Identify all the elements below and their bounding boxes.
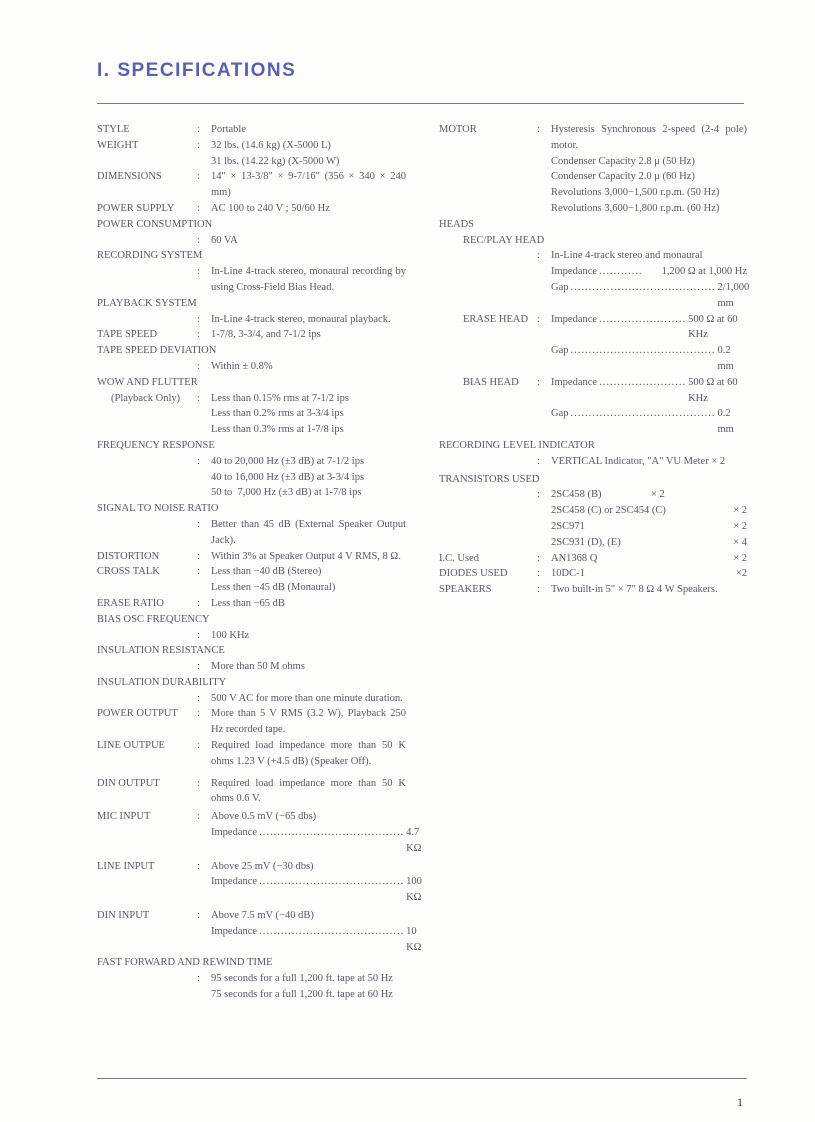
spec-line-output: LINE OUTPUE : Required load impedance more than 50 K ohms 1.23 V (+4.5 dB) (Speaker Off). <box>97 740 406 767</box>
top-rule <box>97 103 744 104</box>
spec-header: PLAYBACK SYSTEM <box>97 297 197 309</box>
spec-style: STYLE : Portable <box>97 122 406 138</box>
list-item: 2SC931 (D), (E) × 4 <box>551 536 747 548</box>
spec-bias-head: BIAS HEAD : Impedance ........................ 500 Ω at 60 KHz Gap ........................................ 0.2 mm <box>463 376 738 436</box>
spec-header: INSULATION RESISTANCE <box>97 645 225 657</box>
spec-header: WOW AND FLUTTER <box>97 376 198 388</box>
spec-header: FREQUENCY RESPONSE <box>97 439 215 451</box>
spec-motor: MOTOR : Hysteresis Synchronous 2-speed (2-4 pole) motor. Condenser Capacity 2.8 μ (50 Hz) Condenser Capacity 2.0 μ (60 Hz) Revolutions 3,000−1,500 r.p.m. (50 Hz) Revolutions 3,600−1,800 r.p.m. (60 Hz) <box>439 124 747 214</box>
spec-subheader: REC/PLAY HEAD <box>463 234 545 246</box>
list-item: 2SC458 (C) or 2SC454 (C) × 2 <box>551 505 747 517</box>
spec-header: POWER CONSUMPTION <box>97 218 213 230</box>
spec-rec-play-head: : In-Line 4-track stereo and monaural Impedance ............ 1,200 Ω at 1,000 Hz Gap ........................................ 2/1,000 mm <box>537 250 750 309</box>
spec-header: BIAS OSC FREQUENCY <box>97 613 210 625</box>
spec-header: TRANSISTORS USED <box>439 473 540 485</box>
spec-mic-input: MIC INPUT : Above 0.5 mV (−65 dbs) Impedance ........................................ 4.7 KΩ <box>97 811 422 854</box>
spec-header: INSULATION DURABILITY <box>97 676 227 688</box>
spec-header: FAST FORWARD AND REWIND TIME <box>97 957 273 969</box>
spec-erase-ratio: ERASE RATIO : Less than −65 dB <box>97 597 285 609</box>
spec-frequency-response: : 40 to 20,000 Hz (±3 dB) at 7-1/2 ips 40 to 16,000 Hz (±3 dB) at 3-3/4 ips 50 to 7,000 Hz (±3 dB) at 1-7/8 ips <box>197 455 365 499</box>
spec-header: TAPE SPEED DEVIATION <box>97 345 217 357</box>
spec-tape-speed-deviation: : Within ± 0.8% <box>197 360 273 372</box>
spec-erase-head: ERASE HEAD : Impedance ........................ 500 Ω at 60 KHz Gap ........................................ 0.2 mm <box>463 313 738 372</box>
spec-insulation-durability: : 500 V AC for more than one minute duration. <box>197 692 403 704</box>
page-title: I. SPECIFICATIONS <box>97 60 297 81</box>
spec-line-input: LINE INPUT : Above 25 mV (−30 dbs) Impedance ........................................ 100 KΩ <box>97 860 422 904</box>
spec-header: SIGNAL TO NOISE RATIO <box>97 503 219 515</box>
spec-speakers: SPEAKERS : Two built-in 5" × 7" 8 Ω 4 W Speakers. <box>439 584 718 596</box>
spec-ff-rewind: : 95 seconds for a full 1,200 ft. tape at 50 Hz 75 seconds for a full 1,200 ft. tape at 60 Hz <box>197 973 393 1001</box>
spec-insulation-resistance: : More than 50 M ohms <box>197 661 305 673</box>
spec-ic: I.C. Used : AN1368 Q × 2 <box>439 552 747 564</box>
spec-cross-talk: CROSS TALK : Less than −40 dB (Stereo) Less then −45 dB (Monaural) <box>97 566 336 594</box>
spec-din-output: DIN OUTPUT : Required load impedance more than 50 K ohms 0.6 V. <box>97 777 406 805</box>
spec-weight: WEIGHT : 32 lbs. (14.6 kg) (X-5000 L) 31 lbs. (14.22 kg) (X-5000 W) <box>97 139 340 167</box>
spec-dimensions: DIMENSIONS : 14" × 13-3/8" × 9-7/16" (356 × 340 × 240 mm) <box>97 171 406 199</box>
spec-transistors: : 2SC458 (B) × 2 2SC458 (C) or 2SC454 (C) × 2 2SC971 × 2 2SC931 (D), (E) × 4 <box>439 487 747 550</box>
spec-din-input: DIN INPUT : Above 7.5 mV (−40 dB) Impedance ........................................ 10 KΩ <box>97 910 422 953</box>
spec-power-output: POWER OUTPUT : More than 5 V RMS (3.2 W), Playback 250 Hz recorded tape. <box>97 708 406 736</box>
spec-tape-speed: TAPE SPEED : 1-7/8, 3-3/4, and 7-1/2 ips <box>97 329 321 341</box>
spec-playback-system: : In-Line 4-track stereo, monaural playback. <box>197 313 391 325</box>
spec-power-supply: POWER SUPPLY : AC 100 to 240 V ; 50/60 Hz <box>97 202 330 214</box>
list-item: 2SC971 × 2 <box>551 520 747 532</box>
list-item: 2SC458 (B) × 2 <box>551 489 665 501</box>
spec-label: STYLE <box>97 124 130 135</box>
right-spec-column <box>439 122 750 598</box>
spec-power-consumption: : 60 VA <box>197 234 238 246</box>
spec-recording-system: : In-Line 4-track stereo, monaural recording by using Cross-Field Bias Head. <box>197 266 406 293</box>
spec-snr: : Better than 45 dB (External Speaker Output Jack). <box>197 518 406 546</box>
spec-rec-level: : VERTICAL Indicator, "A" VU Meter × 2 <box>537 455 726 467</box>
spec-header: RECORDING LEVEL INDICATOR <box>439 439 595 451</box>
spec-distortion: DISTORTION : Within 3% at Speaker Output 4 V RMS, 8 Ω. <box>97 550 401 562</box>
spec-bias-osc: : 100 KHz <box>197 629 250 641</box>
spec-header: HEADS <box>439 218 475 230</box>
spec-wow-flutter: (Playback Only) : Less than 0.15% rms at 7-1/2 ips Less than 0.2% rms at 3-3/4 ips Less than 0.3% rms at 1-7/8 ips <box>111 392 349 436</box>
bottom-rule <box>97 1078 747 1079</box>
left-spec-column <box>97 122 422 1003</box>
spec-header: RECORDING SYSTEM <box>97 250 203 262</box>
spec-diodes: DIODES USED : 10DC-1 ×2 <box>439 568 747 580</box>
page-number: 1 <box>737 1095 743 1109</box>
